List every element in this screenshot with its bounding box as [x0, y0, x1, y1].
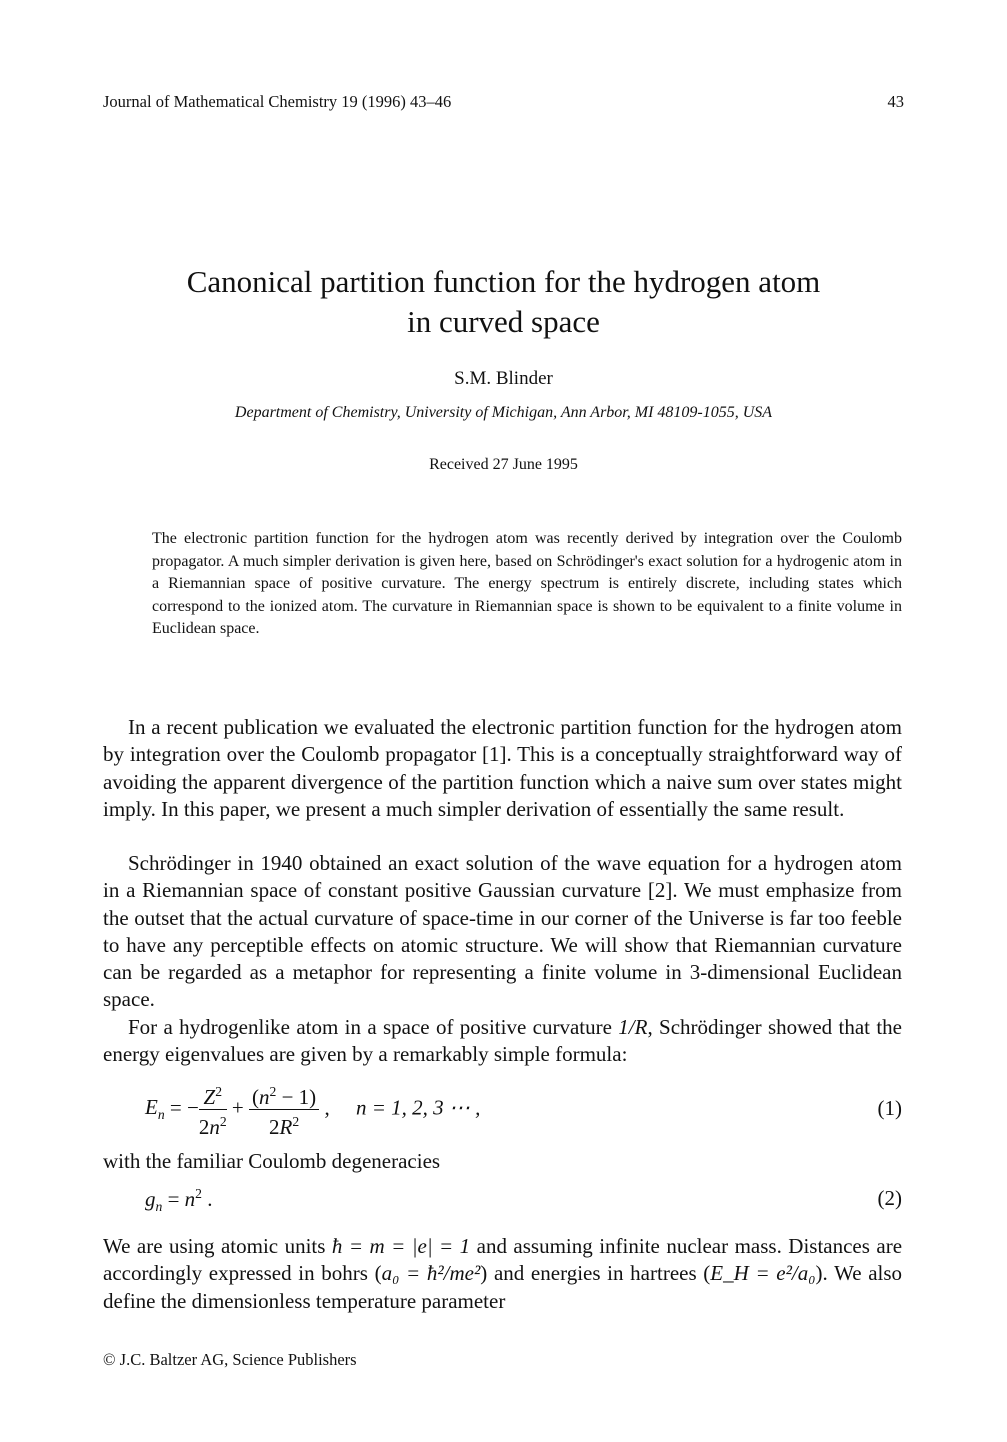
title-line-2: in curved space [407, 304, 600, 339]
paragraph-schrodinger: Schrödinger in 1940 obtained an exact solution of the wave equation for a hydrogen atom in a Riemannian space of constant positive Gaussian curvature [2]. We must emphasize from the outset that the actual curvature of space-time in our corner of the Universe is far too feeble to have any perceptible effects on atomic structure. We will show that Riemannian curvature can be regarded as a metaphor for representing a finite volume in 3-dimensional Euclidean space. [103, 851, 902, 1012]
inline-math-atomic-units: ħ = m = |e| = 1 [331, 1234, 471, 1258]
paragraph-degeneracies: with the familiar Coulomb degeneracies [103, 1149, 441, 1173]
author-affiliation: Department of Chemistry, University of Michigan, Ann Arbor, MI 48109-1055, USA [234, 404, 773, 421]
fraction-curvature-term: $\frac{(n^2 - 1)}{2R^2}$ [249, 1080, 319, 1139]
author-name: S.M. Blinder [454, 368, 553, 389]
inline-math-hartree: E_H = e²/a₀ [710, 1261, 816, 1286]
title-line-1: Canonical partition function for the hydrogen atom [186, 264, 821, 299]
inline-math-bohr: a₀ = ħ²/me² [381, 1261, 481, 1286]
copyright-footer: © J.C. Baltzer AG, Science Publishers [103, 1350, 357, 1369]
paragraph-curvature: For a hydrogenlike atom in a space of positive curvature 1/R, Schrödinger showed that the energy eigenvalues are given by a remarkably simple formula: [103, 1015, 902, 1067]
fraction-z-squared: $\frac{Z^2}{2n^2}$ [199, 1080, 227, 1139]
equation-1-number: (1) [877, 1096, 902, 1120]
inline-math-curvature: 1/R [618, 1015, 648, 1039]
equation-1-body: $E_n$ = − $\frac{Z^2}{2n^2}$ + $\frac{(n^2 - 1)}{2R^2}$ , n = 1, 2, 3 ⋯ , [145, 1080, 480, 1139]
paper-title [60, 262, 947, 342]
paragraph-units: We are using atomic units ħ = m = |e| = 1 and assuming infinite nuclear mass. Distances are accordingly expressed in bohrs (a₀ = ħ²/me²) and energies in hartrees (E_H = e²/a₀). We also define the dimensionless temperature parameter [103, 1234, 903, 1313]
journal-citation: Journal of Mathematical Chemistry 19 (1996) 43–46 [103, 92, 452, 111]
equation-1 [103, 1080, 902, 1140]
equation-2 [103, 1186, 902, 1216]
received-date: Received 27 June 1995 [429, 456, 578, 473]
equation-2-number: (2) [877, 1186, 902, 1210]
equation-1-range: n = 1, 2, 3 ⋯ , [355, 1095, 481, 1120]
paragraph-intro: In a recent publication we evaluated the electronic partition function for the hydrogen atom by integration over the Coulomb propagator [1]. This is a conceptually straightforward way of avoiding the apparent divergence of the partition function which a naive sum over states might imply. In this paper, we present a much simpler derivation of essentially the same result. [103, 715, 902, 821]
equation-2-body: $g_n = n^2$ . [145, 1186, 213, 1215]
page-number: 43 [887, 92, 904, 111]
abstract: The electronic partition function for the hydrogen atom was recently derived by integration over the Coulomb propagator. A much simpler derivation is given here, based on Schrödinger's exact solution for a hydrogenic atom in a Riemannian space of positive curvature. The energy spectrum is entirely discrete, including states which correspond to the ionized atom. The curvature in Riemannian space is shown to be equivalent to a finite volume in Euclidean space. [152, 530, 902, 637]
running-header [103, 92, 904, 116]
